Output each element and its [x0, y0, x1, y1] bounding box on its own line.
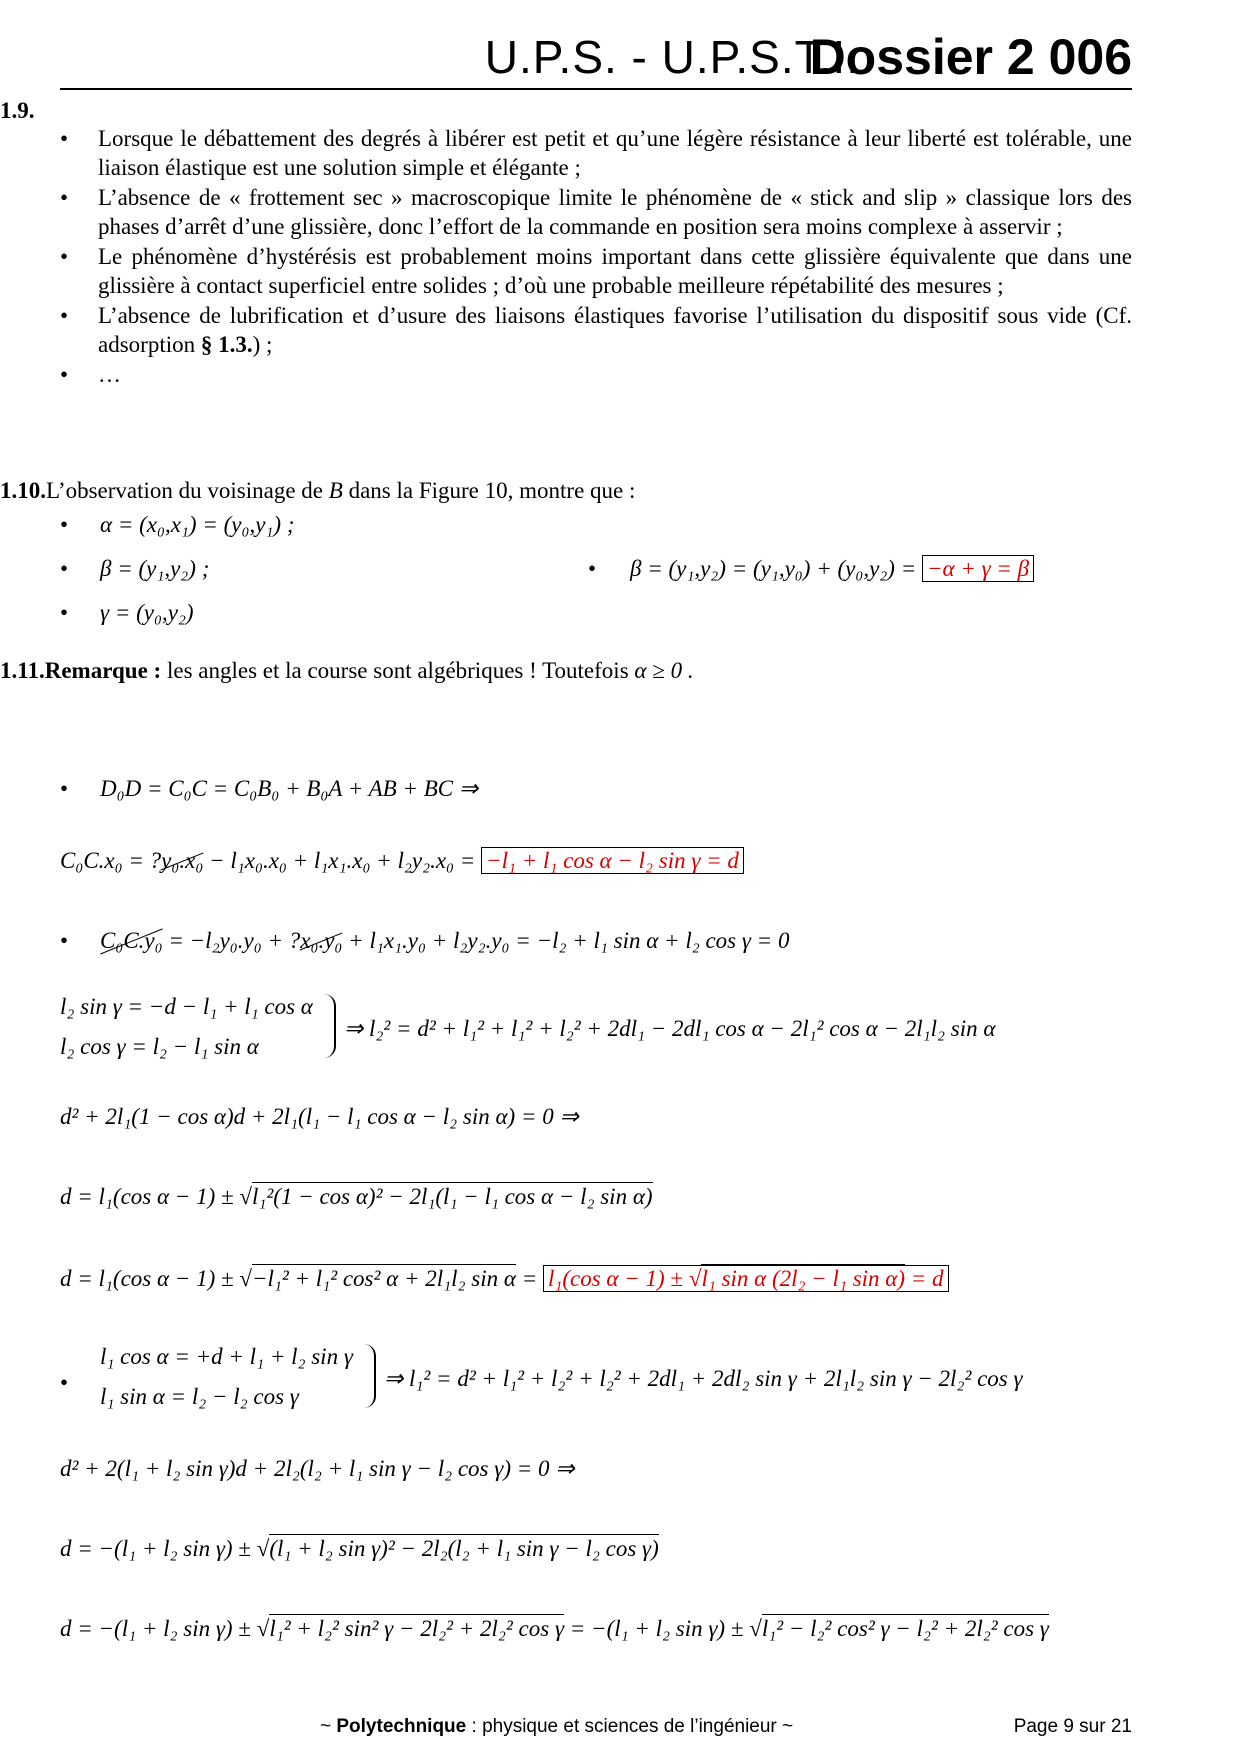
- section-1-10-intro: [0, 476, 635, 505]
- system-2-result: ⇒ l₁² = d² + l₁² + l₂² + l₂² + 2dl₁ + 2dl₂ sin γ + 2l₁l₂ sin γ − 2l₂² cos γ: [384, 1366, 1023, 1391]
- equation-part: l₁(cos α − 1) ±: [547, 1266, 689, 1291]
- equation-part: + l₁x₁.y₀ + l₂y₂.y₀ = −l₂ + l₁ sin α + l₂ cos γ = 0: [342, 928, 790, 953]
- section-1-11: [0, 656, 694, 685]
- equation-solution-2-simplified: d = −(l₁ + l₂ sin γ) ± √l₁² + l₂² sin² γ − 2l₂² + 2l₂² cos γ = −(l₁ + l₂ sin γ) ± √l₁² − l₂² cos² γ − l₂² + 2l₂² cos γ: [60, 1616, 1049, 1641]
- footer-school: Polytechnique: [336, 1716, 467, 1737]
- system-1-line-1: l₂ sin γ = −d − l₁ + l₁ cos α: [60, 994, 313, 1019]
- page-number: Page 9 sur 21: [1013, 1716, 1132, 1737]
- bullet: •: [588, 556, 597, 581]
- equation-struck-term: C₀C.y₀: [100, 928, 163, 953]
- equation-radicand: l₁ sin α (2l₂ − l₁ sin α): [701, 1266, 906, 1291]
- beta-relation-result: −α + γ = β: [922, 555, 1034, 582]
- equation-quadratic-1: d² + 2l₁(1 − cos α)d + 2l₁(l₁ − l₁ cos α − l₂ sin α) = 0 ⇒: [60, 1104, 579, 1129]
- system-2-brace: [364, 1344, 376, 1408]
- system-1-result: ⇒ l₂² = d² + l₁² + l₁² + l₂² + 2dl₁ − 2dl₁ cos α − 2l₁² cos α − 2l₁l₂ sin α: [344, 1016, 996, 1041]
- list-item: [60, 242, 1132, 300]
- list-item-text: …: [98, 362, 121, 387]
- equation-projection-y0: [100, 928, 789, 954]
- equation-solution-1-simplified: d = l₁(cos α − 1) ± √−l₁² + l₁² cos² α + 2l₁l₂ sin α = l₁(cos α − 1) ± √l₁ sin α (2l₂ − l₁ sin α) = d: [60, 1266, 949, 1292]
- remark-label: Remarque :: [44, 658, 162, 683]
- equation-part: d = l₁(cos α − 1) ±: [60, 1266, 240, 1291]
- list-item: [60, 301, 1132, 359]
- equation-struck-term: y₀.x₀: [161, 848, 204, 873]
- equation-radicand: l₁²(1 − cos α)² − 2l₁(l₁ − l₁ cos α − l₂ sin α): [251, 1184, 653, 1209]
- header-right-title: Dossier 2 006: [809, 29, 1132, 85]
- equation-quadratic-2: d² + 2(l₁ + l₂ sin γ)d + 2l₂(l₂ + l₁ sin γ − l₂ cos γ) = 0 ⇒: [60, 1456, 575, 1481]
- gamma-definition: γ = (y₀,y₂): [100, 600, 194, 625]
- equation-part: d = −(l₁ + l₂ sin γ) ±: [60, 1536, 257, 1561]
- section-number-1-11: 1.11.: [0, 658, 45, 683]
- bullet: •: [60, 776, 69, 801]
- remark-condition: α ≥ 0 .: [634, 658, 694, 683]
- beta-definition: β = (y₁,y₂) ;: [100, 556, 210, 581]
- equation-struck-term: x₀.y₀: [300, 928, 343, 953]
- bullet: •: [60, 512, 69, 537]
- bullet: •: [60, 928, 69, 953]
- system-1-brace: [324, 994, 336, 1058]
- intro-text: L’observation du voisinage de: [46, 478, 329, 503]
- section-number-1-10: 1.10.: [0, 478, 46, 503]
- header-left-title: U.P.S. - U.P.S.T.I.: [484, 31, 860, 83]
- beta-relation: [630, 556, 1034, 582]
- list-item: [60, 124, 1132, 182]
- list-item-text: ) ;: [252, 332, 273, 357]
- footer-text: ~: [320, 1716, 337, 1737]
- intro-text: dans la Figure 10, montre que :: [342, 478, 636, 503]
- equation-part: d = l₁(cos α − 1) ±: [60, 1184, 240, 1209]
- equation-part: − l₁x₀.x₀ + l₁x₁.x₀ + l₂y₂.x₀ =: [203, 848, 476, 873]
- bullet: •: [60, 1370, 69, 1395]
- equation-result-box: l₁(cos α − 1) ± √l₁ sin α (2l₂ − l₁ sin α) = d: [543, 1265, 949, 1292]
- equation-position: D₀D = C₀C = C₀B₀ + B₀A + AB + BC ⇒: [100, 776, 479, 801]
- equation-part: = −l₂y₀.y₀ + ?: [162, 928, 301, 953]
- alpha-definition: α = (x₀,x₁) = (y₀,y₁) ;: [100, 512, 295, 537]
- section-reference: § 1.3.: [200, 332, 253, 357]
- list-item-text: Lorsque le débattement des degrés à libérer est petit et qu’une légère résistance à leur liberté est tolérable, une liaison élastique est une solution simple et élégante ;: [98, 126, 1132, 180]
- equation-part: C₀C.x₀ = ?: [60, 848, 162, 873]
- equation-radicand: −l₁² + l₁² cos² α + 2l₁l₂ sin α: [251, 1266, 516, 1291]
- system-1-line-2: l₂ cos γ = l₂ − l₁ sin α: [60, 1034, 259, 1059]
- equation-solution-1: d = l₁(cos α − 1) ± √l₁²(1 − cos α)² − 2l₁(l₁ − l₁ cos α − l₂ sin α): [60, 1184, 653, 1209]
- equation-radicand: (l₁ + l₂ sin γ)² − 2l₂(l₂ + l₁ sin γ − l₂ cos γ): [269, 1536, 659, 1561]
- bullet: •: [60, 600, 69, 625]
- equation-radicand: l₁² + l₂² sin² γ − 2l₂² + 2l₂² cos γ: [269, 1616, 565, 1641]
- equation-result-box: −l₁ + l₁ cos α − l₂ sin γ = d: [481, 847, 744, 874]
- equation-projection-x0: [60, 848, 744, 874]
- system-2-line-1: l₁ cos α = +d + l₁ + l₂ sin γ: [100, 1344, 353, 1369]
- equation-part: =: [515, 1266, 538, 1291]
- equation-part: d = −(l₁ + l₂ sin γ) ±: [60, 1616, 257, 1641]
- footer-text: : physique et sciences de l’ingénieur ~: [466, 1716, 794, 1737]
- list-item-text: Le phénomène d’hystérésis est probablement moins important dans cette glissière équivalente que dans une glissière à contact superficiel entre solides ; d’où une probable meilleure répétabilité des mesures ;: [98, 244, 1132, 298]
- list-item: [60, 183, 1132, 241]
- list-item-text: L’absence de « frottement sec » macroscopique limite le phénomène de « stick and slip » classique lors des phases d’arrêt d’une glissière, donc l’effort de la commande en position sera moins complexe à asservir ;: [98, 185, 1132, 239]
- footer-title: [320, 1716, 793, 1738]
- list-item: [60, 360, 1132, 389]
- header-rule: [60, 88, 1132, 90]
- equation-part: = d: [905, 1266, 944, 1291]
- equation-radicand: l₁² − l₂² cos² γ − l₂² + 2l₂² cos γ: [761, 1616, 1049, 1641]
- equation-solution-2: d = −(l₁ + l₂ sin γ) ± √(l₁ + l₂ sin γ)² − 2l₂(l₂ + l₁ sin γ − l₂ cos γ): [60, 1536, 659, 1561]
- beta-relation-text: β = (y₁,y₂) = (y₁,y₀) + (y₀,y₂) =: [630, 556, 917, 581]
- equation-part: = −(l₁ + l₂ sin γ) ±: [564, 1616, 750, 1641]
- remark-text: les angles et la course sont algébriques ! Toutefois: [161, 658, 635, 683]
- section-1-9-list: [60, 124, 1132, 390]
- section-number-1-9: 1.9.: [0, 98, 35, 123]
- point-label: B: [328, 478, 343, 503]
- system-2-line-2: l₁ sin α = l₂ − l₂ cos γ: [100, 1384, 299, 1409]
- list-item-text: L’absence de lubrification et d’usure des liaisons élastiques favorise l’utilisation du dispositif sous vide (Cf. adsorption: [98, 303, 1132, 357]
- bullet: •: [60, 556, 69, 581]
